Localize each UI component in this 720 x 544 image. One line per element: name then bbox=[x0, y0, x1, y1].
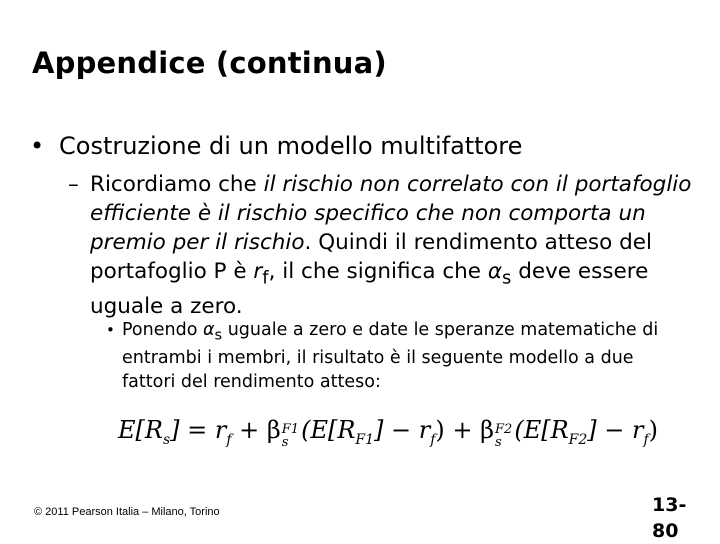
formula-plus-beta1: + β bbox=[231, 416, 281, 444]
beta2-sub: s bbox=[495, 435, 502, 450]
copyright-footer: © 2011 Pearson Italia – Milano, Torino bbox=[34, 506, 220, 518]
bullet-dash: – bbox=[68, 172, 79, 197]
alpha-subscript: s bbox=[214, 326, 223, 344]
bullet-level3-text bbox=[122, 319, 686, 394]
beta2-indices bbox=[495, 423, 512, 449]
beta2-sup: F2 bbox=[495, 422, 513, 437]
bullet-dot: • bbox=[30, 132, 45, 160]
formula-term1: (E[R bbox=[301, 416, 356, 444]
formula-term1-end: ] − r bbox=[374, 416, 431, 444]
bullet-level1-text: Costruzione di un modello multifattore bbox=[59, 132, 523, 160]
formula-term1-sub: F1 bbox=[355, 432, 375, 448]
rf-subscript: f bbox=[262, 267, 269, 289]
formula-term2-end: ] − r bbox=[587, 416, 644, 444]
rf-symbol: r bbox=[253, 259, 263, 284]
page-number-line1: 13- bbox=[652, 494, 687, 516]
alpha-symbol: α bbox=[202, 320, 215, 340]
italic-text-run: il rischio non correlato con il portafoglio efficiente è il rischio specifico che non comporta un premio per il rischio bbox=[90, 172, 692, 255]
beta1-sup: F1 bbox=[281, 422, 300, 437]
two-factor-formula bbox=[118, 410, 658, 460]
page-number-line2: 80 bbox=[652, 520, 679, 542]
text-run: . Quindi il rendimento atteso del portafoglio P è bbox=[90, 230, 652, 284]
formula-close2: ) bbox=[648, 416, 659, 444]
formula-term1-rf-sub: f bbox=[430, 432, 436, 448]
formula-term2-sub: F2 bbox=[568, 432, 588, 448]
page-number bbox=[652, 492, 692, 544]
formula-lhs: E[R bbox=[118, 416, 163, 444]
text-run: deve essere uguale a zero. bbox=[90, 259, 649, 320]
slide-title: Appendice (continua) bbox=[32, 46, 387, 80]
formula-rf-sub: f bbox=[226, 432, 232, 448]
text-run: uguale a zero e date le speranze matematiche di entrambi i membri, il risultato è il seguente modello a due fattori del rendimento atteso: bbox=[122, 320, 659, 392]
alpha-subscript: s bbox=[502, 267, 512, 289]
beta1-sub: s bbox=[281, 435, 289, 450]
formula-term2: (E[R bbox=[514, 416, 569, 444]
beta1-indices bbox=[282, 423, 299, 449]
formula-lhs-sub: s bbox=[162, 432, 171, 448]
bullet-level3 bbox=[106, 319, 686, 394]
text-run: Ponendo bbox=[122, 320, 203, 340]
formula-eq: ] = r bbox=[170, 416, 227, 444]
text-run: Ricordiamo che bbox=[90, 172, 264, 197]
bullet-dot-small: • bbox=[106, 321, 115, 339]
formula-term2-rf-sub: f bbox=[643, 432, 649, 448]
alpha-symbol: α bbox=[487, 259, 503, 284]
bullet-level2-text bbox=[90, 170, 698, 321]
formula-close1: ) + β bbox=[435, 416, 495, 444]
bullet-level2 bbox=[68, 170, 698, 321]
text-run: , il che significa che bbox=[268, 259, 488, 284]
